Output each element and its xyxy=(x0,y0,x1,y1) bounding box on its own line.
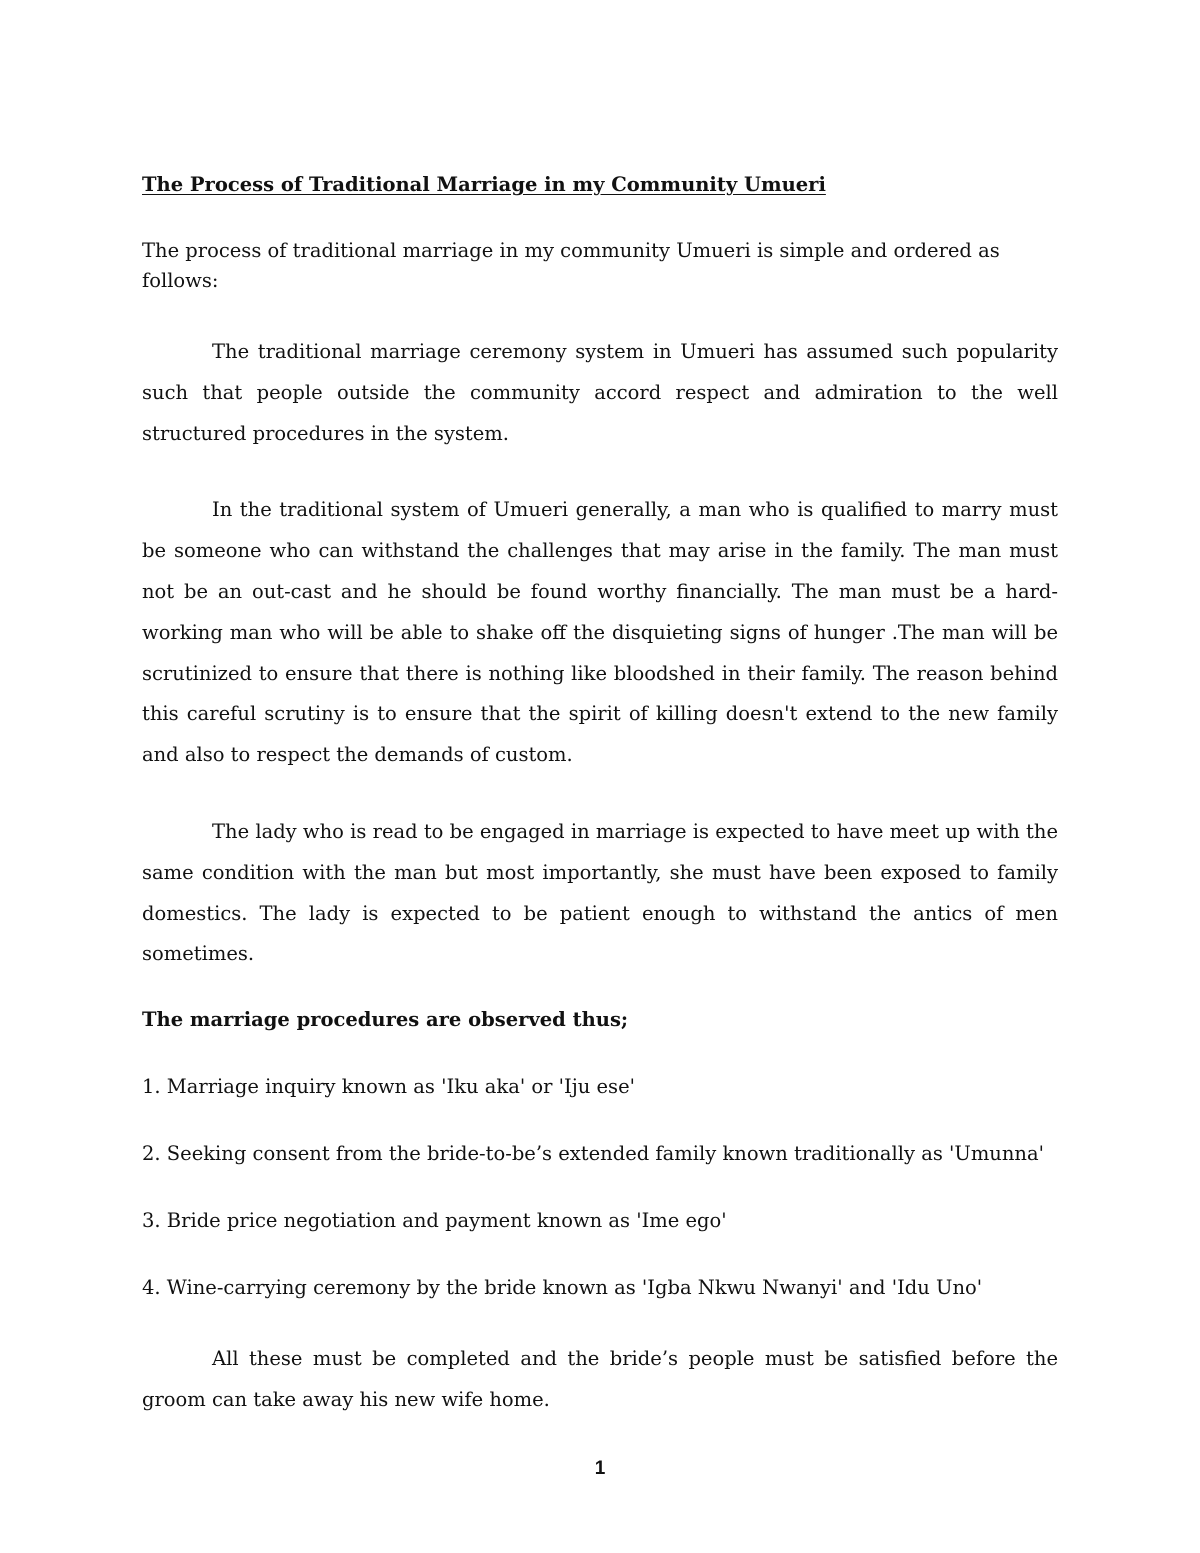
document-title: The Process of Traditional Marriage in my Community Umueri xyxy=(142,173,826,196)
intro-paragraph: The process of traditional marriage in my community Umueri is simple and ordered as follows: xyxy=(142,239,1000,292)
body-paragraph: In the traditional system of Umueri generally, a man who is qualified to marry must be someone who can withstand the challenges that may arise in the family. The man must not be an out-cast and he should be found worthy financially. The man must be a hard-working man who will be able to shake off the disquieting signs of hunger .The man will be scrutinized to ensure that there is nothing like bloodshed in their family. The reason behind this careful scrutiny is to ensure that the spirit of killing doesn't extend to the new family and also to respect the demands of custom. xyxy=(142,498,1058,767)
procedure-item: 3. Bride price negotiation and payment known as 'Ime ego' xyxy=(142,1209,727,1233)
procedure-item: 1. Marriage inquiry known as 'Iku aka' or 'Iju ese' xyxy=(142,1075,635,1099)
body-paragraph: The traditional marriage ceremony system in Umueri has assumed such popularity such that people outside the community accord respect and admiration to the well structured procedures in the system. xyxy=(142,340,1058,445)
closing-paragraph: All these must be completed and the bride’s people must be satisfied before the groom can take away his new wife home. xyxy=(142,1347,1058,1411)
procedures-heading: The marriage procedures are observed thus; xyxy=(142,1008,629,1032)
body-paragraph: The lady who is read to be engaged in marriage is expected to have meet up with the same condition with the man but most importantly, she must have been exposed to family domestics. The lady is expected to be patient enough to withstand the antics of men sometimes. xyxy=(142,819,1058,966)
page-number: 1 xyxy=(594,1458,606,1479)
procedure-item: 2. Seeking consent from the bride-to-be’s extended family known traditionally as 'Umunna' xyxy=(142,1142,1044,1166)
procedures-list xyxy=(142,1072,1058,1303)
document-body xyxy=(142,170,1058,1421)
procedure-item: 4. Wine-carrying ceremony by the bride known as 'Igba Nkwu Nwanyi' and 'Idu Uno' xyxy=(142,1276,983,1300)
